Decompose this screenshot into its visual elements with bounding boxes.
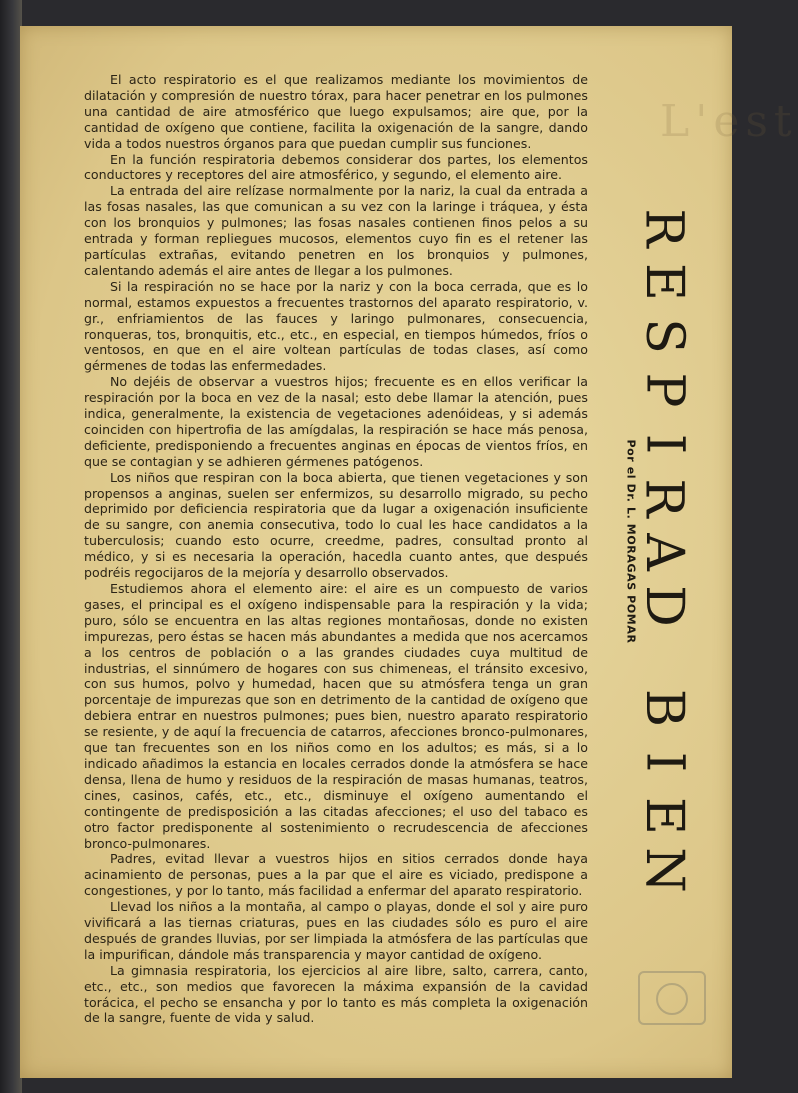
byline-text: Por el Dr. L. MORAGAS POMAR [624,438,638,644]
title-letter: N [634,847,694,893]
title-letter: B [634,688,694,728]
title-letter: D [633,585,694,627]
paragraph: Padres, evitad llevar a vuestros hijos en sitios cerrados donde haya acinamiento de personas, pues a la par que el aire es viciado, predispone a congestiones, y por lo tanto, más facilidad a enfermar del aparato respiratorio. [84,851,588,899]
article-body [84,72,588,1026]
article-title [628,201,698,897]
title-letter: E [634,263,694,301]
title-letter: R [634,208,694,248]
title-letter: R [634,478,694,518]
title-letter: S [634,318,694,354]
magazine-page [20,26,798,1078]
library-stamp [638,971,706,1025]
paragraph: El acto respiratorio es el que realizamos mediante los movimientos de dilatación y compresión de nuestro tórax, para hacer penetrar en los pulmones una cantidad de aire atmosférico que luego expulsamos; aire que, por la cantidad de oxígeno que contiene, facilita la oxigenación de la sangre, dando vida a todos nuestros órganos para que puedan cumplir sus funciones. [84,72,588,151]
paragraph: Los niños que respiran con la boca abierta, que tienen vegetaciones y son propensos a anginas, suelen ser enfermizos, su desarrollo migrado, su pecho deprimido por deficiencia respiratoria que da lugar a oxigenación insuficiente de su sangre, con anemia consecutiva, todo lo cual les hace candidatos a la tuberculosis; cuando esto ocurre, creedme, padres, consultad pronto al médico, y si es necesaria la operación, hacedla cuanto antes, que después podréis regocijaros de la mejoría y desarrollo observados. [84,469,588,581]
title-letter: P [634,372,694,408]
title-letter: I [633,433,694,455]
title-letter: E [634,797,694,835]
book-binding [0,0,22,1093]
paragraph: Llevad los niños a la montaña, al campo o playas, donde el sol y aire puro vivificará a las tiernas criaturas, pues en las ciudades sólo es puro el aire después de grandes lluvias, por ser limpiada la atmósfera de las partículas que la impurifican, dándole más transparencia y mayor cantidad de oxígeno. [84,899,588,962]
title-letter: I [633,751,694,773]
stamp-emblem [656,983,688,1015]
paragraph: No dejéis de observar a vuestros hijos; frecuente es en ellos verificar la respiración por la boca en vez de la nasal; esto debe llamar la atención, pues indica, generalmente, la existencia de vegetaciones adenóideas, y si además coinciden con hipertrofia de las amígdalas, la respiración se hace más penosa, deficiente, predisponiendo a frecuentes anginas en épocas de vientos fríos, en que se contagian y se adhieren gérmenes patógenos. [84,374,588,469]
paragraph: En la función respiratoria debemos considerar dos partes, los elementos conductores y receptores del aire atmosférico, y segundo, el elemento aire. [84,151,588,183]
author-byline [624,426,638,656]
title-letter: A [634,533,694,571]
paragraph: La gimnasia respiratoria, los ejercicios al aire libre, salto, carrera, canto, etc., etc., son medios que favorecen la máxima expansión de la cavidad torácica, el pecho se ensancha y por lo tanto es más completa la oxigenación de la sangre, fuente de vida y salud. [84,962,588,1026]
paragraph: Si la respiración no se hace por la nariz y con la boca cerrada, que es lo normal, estamos expuestos a frecuentes trastornos del aparato respiratorio, v. gr., enfriamientos de las fauces y laringo pulmonares, consecuencia, ronqueras, tos, bronquitis, etc., etc., en especial, en tiempos húmedos, fríos o ventosos, en que en el aire voltean partículas de todas clases, así como gérmenes de todas las enfermedades. [84,278,588,374]
paragraph: La entrada del aire relízase normalmente por la nariz, la cual da entrada a las fosas nasales, las que comunican a su vez con la laringe i tráquea, y ésta con los bronquios y pulmones; las fosas nasales contienen finos pelos a su entrada y forman repliegues mucosos, elementos cuyo fin es el retener las partículas extrañas, evitando penetren en los bronquios y pulmones, calentando además el aire antes de llegar a los pulmones. [84,183,588,278]
show-through-text: L'est [660,96,798,147]
paragraph: Estudiemos ahora el elemento aire: el aire es un compuesto de varios gases, el principal es el oxígeno indispensable para la respiración y la vida; puro, sólo se encuentra en las altas regiones montañosas, donde no existen impurezas, pero éstas se hacen más abundantes a medida que nos acercamos a los centros de población o a las grandes ciudades cuya multitud de industrias, el sinnúmero de hogares con sus chimeneas, el tránsito excesivo, con sus humos, polvo y humedad, hacen que su atmósfera tenga un gran porcentaje de impurezas que son en detrimento de la cantidad de oxígeno que debiera entrar en nuestros pulmones; pues bien, nuestro aparato respiratorio se resiente, y de aquí la frecuencia de catarros, afecciones bronco-pulmonares, que tan frecuentes son en los niños como en los adultos; es más, si a lo indicado añadimos la estancia en locales cerrados donde la atmósfera se hace densa, llena de humo y residuos de la respiración de masas humanas, teatros, cines, casinos, cafés, etc., etc., disminuye el oxígeno aumentando el contingente de predisposición a las citadas afecciones; el uso del tabaco es otro factor predisponente al sostenimiento o recrudescencia de afecciones bronco-pulmonares. [84,581,588,851]
